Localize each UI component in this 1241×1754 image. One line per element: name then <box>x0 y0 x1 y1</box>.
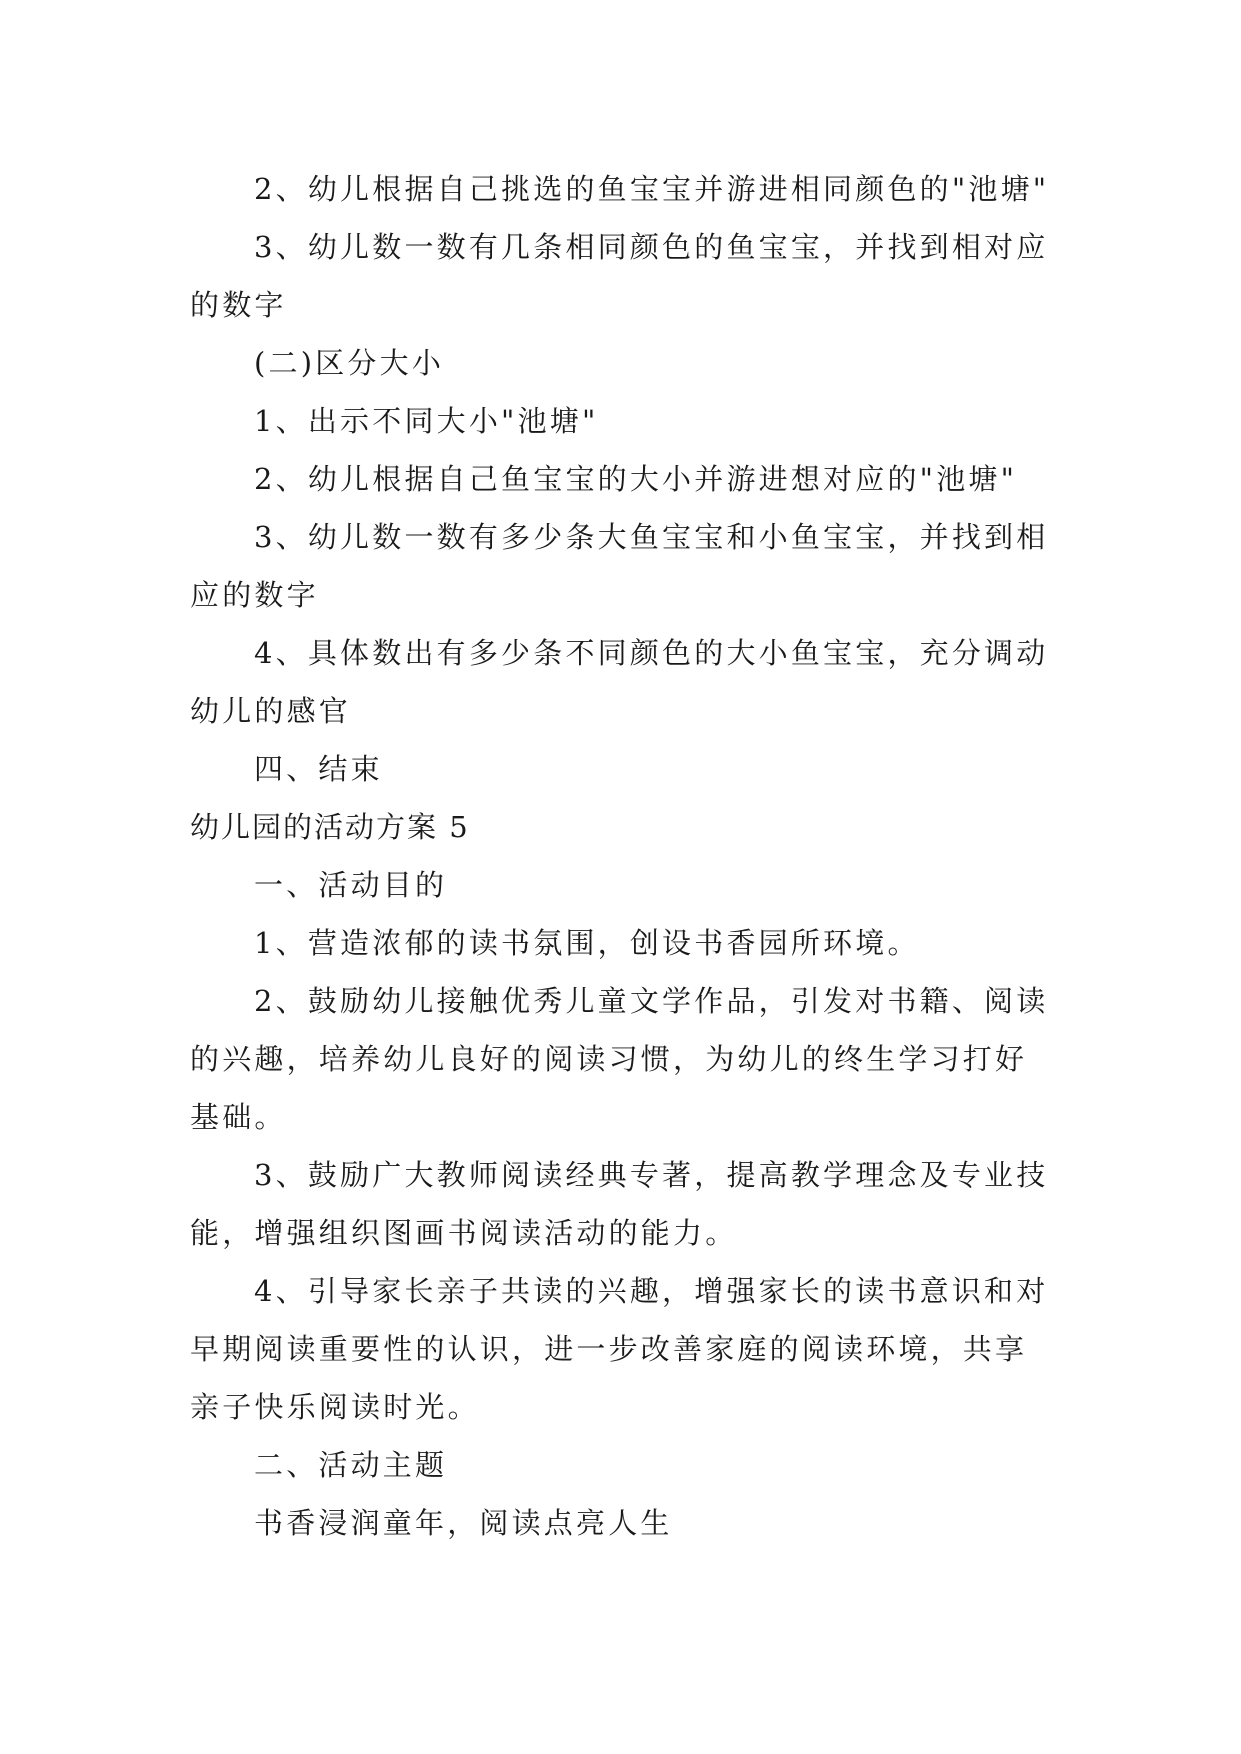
paragraph-purpose-2: 2、鼓励幼儿接触优秀儿童文学作品，引发对书籍、阅读的兴趣，培养幼儿良好的阅读习惯，为幼儿的终生学习打好基础。 <box>190 984 1049 1134</box>
section-heading-end: 四、结束 <box>254 752 383 786</box>
paragraph-size-step-1: 1、出示不同大小"池塘" <box>254 404 599 438</box>
paragraph-color-step-3: 3、幼儿数一数有几条相同颜色的鱼宝宝，并找到相对应的数字 <box>190 230 1049 322</box>
paragraph-purpose-3: 3、鼓励广大教师阅读经典专著，提高教学理念及专业技能，增强组织图画书阅读活动的能力。 <box>190 1158 1049 1250</box>
section-heading-purpose: 一、活动目的 <box>254 868 448 902</box>
paragraph-theme: 书香浸润童年，阅读点亮人生 <box>254 1506 673 1540</box>
paragraph-purpose-1: 1、营造浓郁的读书氛围，创设书香园所环境。 <box>254 926 920 960</box>
paragraph-purpose-4: 4、引导家长亲子共读的兴趣，增强家长的读书意识和对早期阅读重要性的认识，进一步改善家庭的阅读环境，共享亲子快乐阅读时光。 <box>190 1274 1049 1424</box>
paragraph-size-step-2: 2、幼儿根据自己鱼宝宝的大小并游进想对应的"池塘" <box>254 462 1018 496</box>
paragraph-color-step-2: 2、幼儿根据自己挑选的鱼宝宝并游进相同颜色的"池塘" <box>254 172 1050 206</box>
document-title-plan-5: 幼儿园的活动方案 5 <box>190 810 470 844</box>
section-heading-size: (二)区分大小 <box>254 346 445 380</box>
section-heading-theme: 二、活动主题 <box>254 1448 448 1482</box>
paragraph-size-step-3: 3、幼儿数一数有多少条大鱼宝宝和小鱼宝宝，并找到相应的数字 <box>190 520 1049 612</box>
paragraph-size-step-4: 4、具体数出有多少条不同颜色的大小鱼宝宝，充分调动幼儿的感官 <box>190 636 1049 728</box>
